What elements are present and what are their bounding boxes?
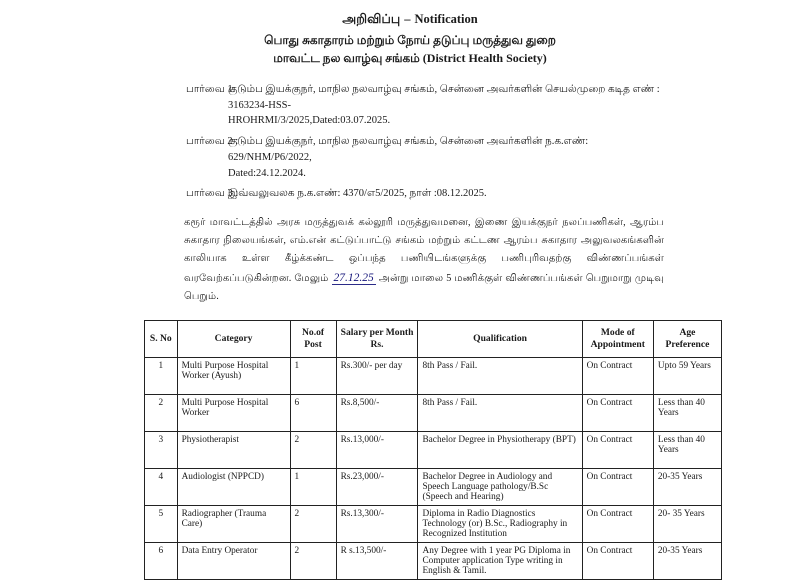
cell-salary: Rs.8,500/- bbox=[336, 394, 418, 431]
reference-text bbox=[228, 134, 670, 181]
header-salary: Salary per Month Rs. bbox=[336, 320, 418, 357]
notification-paragraph bbox=[150, 214, 670, 306]
cell-qualification: Diploma in Radio Diagnostics Technology (or) B.Sc., Radiography in Recognized Institution bbox=[418, 505, 582, 542]
cell-salary: Rs.13,300/- bbox=[336, 505, 418, 542]
page-title-english: Notification bbox=[414, 12, 478, 26]
reference-label: பார்வை 3 : bbox=[186, 188, 239, 200]
cell-salary: Rs.23,000/- bbox=[336, 468, 418, 505]
cell-category: Multi Purpose Hospital Worker (Ayush) bbox=[177, 357, 290, 394]
cell-mode: On Contract bbox=[582, 468, 653, 505]
cell-mode: On Contract bbox=[582, 357, 653, 394]
cell-posts: 1 bbox=[290, 357, 336, 394]
header-qualification: Qualification bbox=[418, 320, 582, 357]
cell-category: Data Entry Operator bbox=[177, 542, 290, 579]
cell-posts: 2 bbox=[290, 505, 336, 542]
header-age-preference: Age Preference bbox=[653, 320, 721, 357]
reference-text bbox=[228, 82, 670, 129]
department-line: பொது சுகாதாரம் மற்றும் நோய் தடுப்பு மருத்துவ துறை bbox=[264, 32, 556, 47]
reference-label: பார்வை 2 : bbox=[186, 136, 239, 148]
reference-item bbox=[150, 82, 670, 129]
reference-text bbox=[228, 186, 670, 202]
cell-age: Upto 59 Years bbox=[653, 357, 721, 394]
cell-mode: On Contract bbox=[582, 431, 653, 468]
cell-salary: Rs.13,000/- bbox=[336, 431, 418, 468]
cell-qualification: Bachelor Degree in Physiotherapy (BPT) bbox=[418, 431, 582, 468]
paragraph-part-2: அன்று மாலை 5 மணிக்குள் விண்ணப்பங்கள் பெறுமாறு முடிவு பெறும். bbox=[184, 272, 665, 302]
document-title-block bbox=[150, 8, 670, 66]
society-line-tamil: மாவட்ட நல வாழ்வு சங்கம் bbox=[273, 50, 420, 65]
reference-text-line1: குடும்ப இயக்குநர், மாநில நலவாழ்வு சங்கம், சென்னை அவர்களின் செயல்முறை கடித எண் : 3163234-HSS- bbox=[228, 83, 660, 111]
cell-mode: On Contract bbox=[582, 505, 653, 542]
reference-text-line2: Dated:24.12.2024. bbox=[228, 167, 306, 179]
vacancy-table-header bbox=[145, 320, 722, 357]
cell-posts: 1 bbox=[290, 468, 336, 505]
cell-sno: 1 bbox=[145, 357, 178, 394]
table-row bbox=[145, 505, 722, 542]
cell-age: Less than 40 Years bbox=[653, 431, 721, 468]
cell-sno: 4 bbox=[145, 468, 178, 505]
table-row bbox=[145, 468, 722, 505]
reference-item bbox=[150, 186, 670, 202]
cell-qualification: 8th Pass / Fail. bbox=[418, 357, 582, 394]
table-row bbox=[145, 431, 722, 468]
cell-age: 20-35 Years bbox=[653, 468, 721, 505]
cell-age: 20-35 Years bbox=[653, 542, 721, 579]
header-mode-of-appointment: Mode of Appointment bbox=[582, 320, 653, 357]
reference-label: பார்வை 1: bbox=[186, 83, 236, 95]
cell-salary: R s.13,500/- bbox=[336, 542, 418, 579]
cell-mode: On Contract bbox=[582, 394, 653, 431]
reference-list bbox=[150, 82, 670, 202]
cell-category: Radiographer (Trauma Care) bbox=[177, 505, 290, 542]
vacancy-table bbox=[144, 320, 722, 580]
cell-age: Less than 40 Years bbox=[653, 394, 721, 431]
society-line bbox=[150, 50, 670, 66]
page-title-separator: – bbox=[404, 12, 411, 26]
table-row bbox=[145, 357, 722, 394]
reference-item bbox=[150, 134, 670, 181]
page-title bbox=[150, 8, 670, 30]
cell-age: 20- 35 Years bbox=[653, 505, 721, 542]
cell-qualification: 8th Pass / Fail. bbox=[418, 394, 582, 431]
cell-salary: Rs.300/- per day bbox=[336, 357, 418, 394]
cell-category: Multi Purpose Hospital Worker bbox=[177, 394, 290, 431]
page-title-tamil: அறிவிப்பு bbox=[342, 12, 401, 26]
document-body bbox=[149, 8, 711, 580]
cell-posts: 6 bbox=[290, 394, 336, 431]
reference-text-line2: HROHRMI/3/2025,Dated:03.07.2025. bbox=[228, 115, 391, 127]
header-sno: S. No bbox=[145, 320, 178, 357]
cell-category: Physiotherapist bbox=[177, 431, 290, 468]
cell-sno: 5 bbox=[145, 505, 178, 542]
reference-text-line1: இவ்வலுவலக ந.க.எண்: 4370/எ5/2025, நாள் :08.12.2025. bbox=[228, 188, 487, 200]
society-line-english: (District Health Society) bbox=[422, 50, 547, 65]
cell-qualification: Any Degree with 1 year PG Diploma in Computer application Type writing in English & Tamil. bbox=[418, 542, 582, 579]
handwritten-deadline-date: 27.12.25 bbox=[333, 271, 374, 284]
paragraph-part-1: கரூர் மாவட்டத்தில் அரசு மருத்துவக் கல்லூரி மருத்துவமனை, இணை இயக்குநர் நலப்பணிகள், ஆரம்ப சுகாதார நிலையங்கள், எம்.என் கட்டுப்பாட்டு சங்கம் மற்றும் கட்டண ஆரம்ப சுகாதார அலுவலகங்களின் காலியாக உள்ள கீழ்க்கண்ட ஒப்பந்த பணியிடங்களுக்கு பணிபுரிவதற்கு விண்ணப்பங்கள் வரவேற்கப்படுகின்றன. மேலும் bbox=[184, 217, 664, 284]
cell-mode: On Contract bbox=[582, 542, 653, 579]
cell-sno: 6 bbox=[145, 542, 178, 579]
cell-sno: 2 bbox=[145, 394, 178, 431]
cell-sno: 3 bbox=[145, 431, 178, 468]
vacancy-table-body bbox=[145, 357, 722, 579]
header-category: Category bbox=[177, 320, 290, 357]
reference-text-line1: குடும்ப இயக்குநர், மாநில நலவாழ்வு சங்கம், சென்னை அவர்களின் ந.க.எண்: 629/NHM/P6/2022, bbox=[228, 136, 589, 163]
cell-qualification: Bachelor Degree in Audiology and Speech Language pathology/B.Sc (Speech and Hearing) bbox=[418, 468, 582, 505]
header-no-of-post: No.of Post bbox=[290, 320, 336, 357]
table-row bbox=[145, 394, 722, 431]
cell-category: Audiologist (NPPCD) bbox=[177, 468, 290, 505]
cell-posts: 2 bbox=[290, 431, 336, 468]
cell-posts: 2 bbox=[290, 542, 336, 579]
table-row bbox=[145, 542, 722, 579]
table-header-row bbox=[145, 320, 722, 357]
